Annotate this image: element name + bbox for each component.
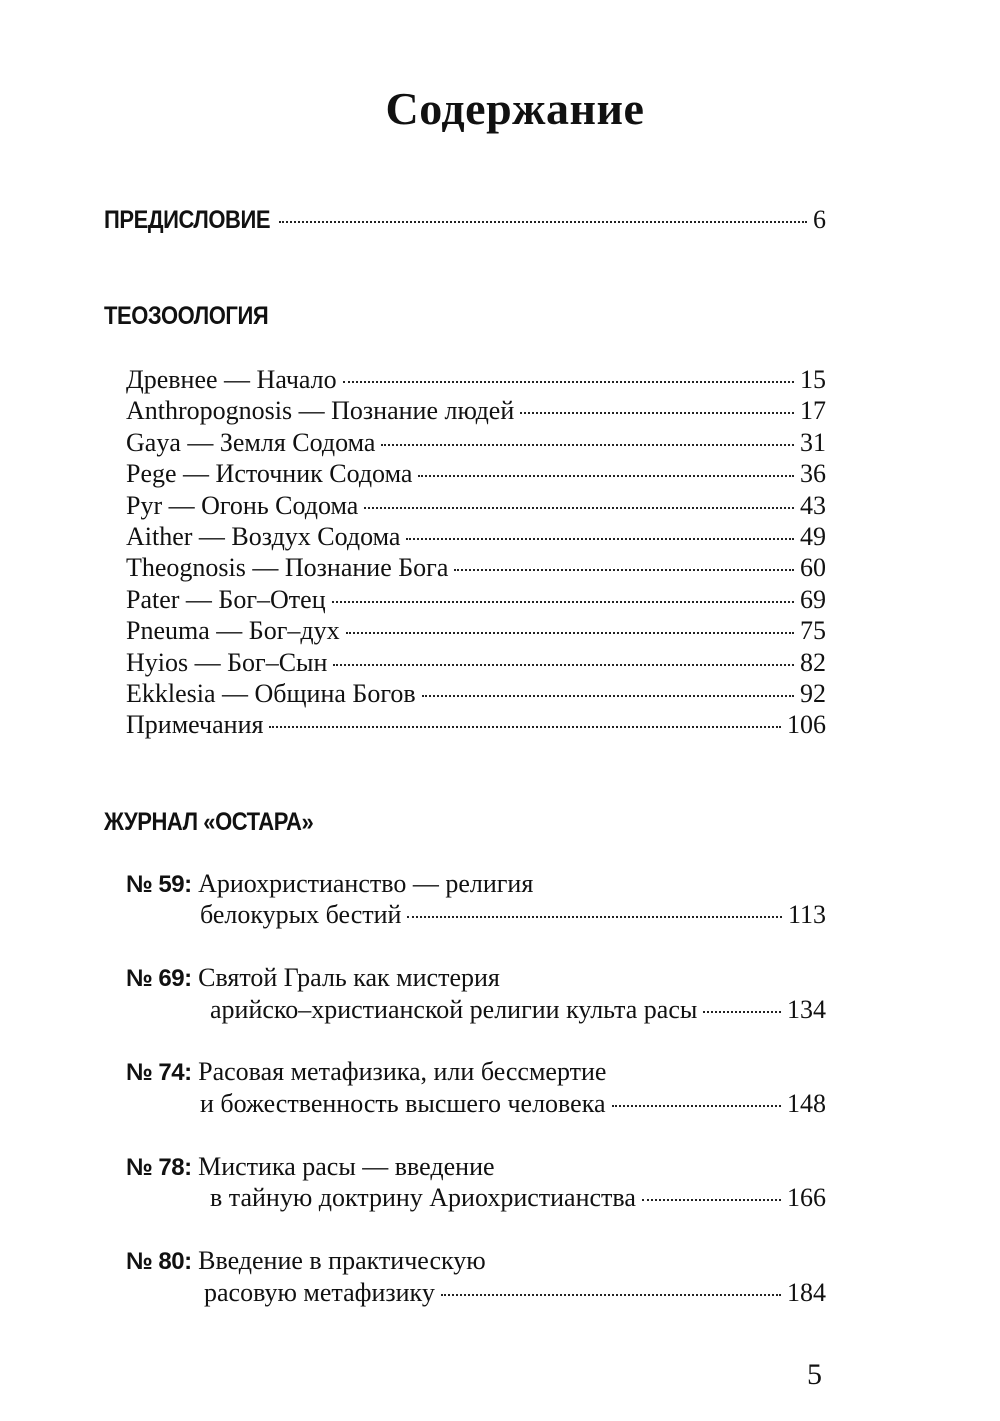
leader-dots [269, 726, 781, 728]
issue-entry-line2 [204, 1277, 826, 1309]
issue-number: № 59: [126, 871, 192, 898]
issue-number: № 80: [126, 1248, 192, 1275]
issue-entry-line2 [200, 1088, 826, 1120]
toc-entry-page: 6 [813, 205, 826, 234]
toc-entry-label: Pyr — Огонь Содома [126, 491, 359, 520]
leader-dots [418, 475, 794, 477]
section-heading-theozoology: ТЕОЗООЛОГИЯ [104, 302, 269, 330]
leader-dots [406, 538, 794, 540]
issue-page: 134 [787, 995, 826, 1024]
issue-entry-78 [126, 1151, 495, 1184]
issue-number: № 69: [126, 965, 192, 992]
leader-dots [454, 569, 794, 571]
issue-title-line2: белокурых бестий [200, 900, 402, 929]
issue-title-line2: в тайную доктрину Ариохристианства [210, 1183, 636, 1212]
issue-page: 113 [787, 900, 826, 929]
toc-entry [126, 647, 826, 679]
toc-entry-label: Gaya — Земля Содома [126, 428, 376, 457]
toc-entry-page: 69 [800, 585, 826, 614]
issue-page: 184 [787, 1278, 826, 1307]
issue-entry-59 [126, 868, 533, 901]
issue-number: № 74: [126, 1059, 192, 1086]
leader-dots [612, 1105, 781, 1107]
issue-entry-74 [126, 1056, 606, 1089]
toc-entry [126, 364, 826, 396]
leader-dots [441, 1294, 781, 1296]
toc-entry-page: 60 [800, 553, 826, 582]
toc-entry-label: Pege — Источник Содома [126, 459, 413, 488]
toc-entry [126, 615, 826, 647]
toc-entry [126, 552, 826, 584]
toc-entry-label: Anthropognosis — Познание людей [126, 396, 515, 425]
toc-entry-preface [104, 204, 826, 236]
toc-entry-label: Примечания [126, 710, 264, 739]
issue-entry-line2 [210, 1182, 826, 1214]
leader-dots [343, 381, 794, 383]
toc-entry-label: Theognosis — Познание Бога [126, 553, 449, 582]
issue-entry-line2 [210, 994, 826, 1026]
toc-entry-page: 49 [800, 522, 826, 551]
toc-entry [126, 521, 826, 553]
toc-entry-page: 36 [800, 459, 826, 488]
leader-dots [332, 601, 794, 603]
page-number: 5 [807, 1358, 822, 1391]
leader-dots [422, 695, 794, 697]
toc-entry [126, 584, 826, 616]
toc-entry-page: 92 [800, 679, 826, 708]
issue-title-line1: Ариохристианство — религия [198, 869, 534, 898]
toc-entry-page: 31 [800, 428, 826, 457]
toc-entry-label: Aither — Воздух Содома [126, 522, 401, 551]
issue-title-line1: Расовая метафизика, или бессмертие [198, 1057, 607, 1086]
issue-number: № 78: [126, 1154, 192, 1181]
toc-entry-page: 106 [787, 710, 826, 739]
issue-title-line2: расовую метафизику [204, 1278, 435, 1307]
issue-page: 148 [787, 1089, 826, 1118]
toc-entry-page: 17 [800, 396, 826, 425]
issue-entry-line2 [200, 899, 826, 931]
leader-dots [346, 632, 794, 634]
leader-dots [520, 412, 794, 414]
toc-entry-label: Pneuma — Бог–дух [126, 616, 340, 645]
toc-entry [126, 490, 826, 522]
toc-entry [126, 678, 826, 710]
toc-entry [126, 709, 826, 741]
toc-entry-label: Древнее — Начало [126, 365, 337, 394]
toc-entry-page: 15 [800, 365, 826, 394]
toc-entry-label: Hyios — Бог–Сын [126, 648, 328, 677]
page-title: Содержание [385, 83, 645, 134]
leader-dots [333, 664, 794, 666]
issue-entry-69 [126, 962, 500, 995]
issue-title-line1: Мистика расы — введение [198, 1152, 495, 1181]
section-heading-ostara: ЖУРНАЛ «ОСТАРА» [104, 808, 314, 836]
toc-entry-page: 43 [800, 491, 826, 520]
issue-title-line1: Введение в практическую [198, 1246, 486, 1275]
toc-entry-label: Pater — Бог–Отец [126, 585, 326, 614]
toc-entry [126, 395, 826, 427]
toc-entry-page: 82 [800, 648, 826, 677]
leader-dots [381, 444, 794, 446]
leader-dots [642, 1199, 781, 1201]
issue-entry-80 [126, 1245, 486, 1278]
leader-dots [279, 221, 807, 223]
issue-title-line2: и божественность высшего человека [200, 1089, 606, 1118]
leader-dots [407, 916, 782, 918]
toc-entry-label: Ekklesia — Община Богов [126, 679, 416, 708]
toc-entry-page: 75 [800, 616, 826, 645]
issue-page: 166 [787, 1183, 826, 1212]
leader-dots [364, 507, 794, 509]
toc-entry-label: ПРЕДИСЛОВИЕ [104, 206, 271, 234]
toc-entry [126, 458, 826, 490]
issue-title-line2: арийско–христианской религии культа расы [210, 995, 698, 1024]
issue-title-line1: Святой Граль как мистерия [198, 963, 500, 992]
toc-entry [126, 427, 826, 459]
leader-dots [703, 1011, 781, 1013]
